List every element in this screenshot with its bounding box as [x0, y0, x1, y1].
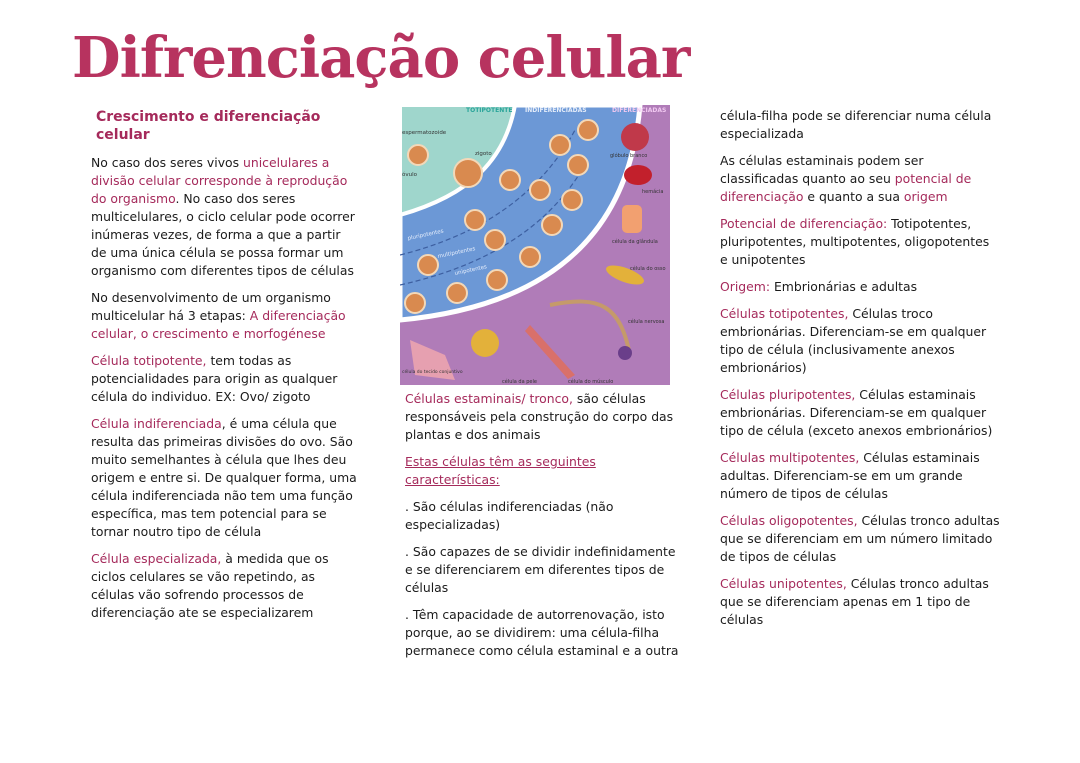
- body-text: . Têm capacidade de autorrenovação, isto porque, ao se dividirem: uma célula-filha permanece como célula estaminal e a outra: [405, 607, 679, 658]
- highlighted-text: Célula indiferenciada: [91, 416, 222, 431]
- stem-cell-differentiation-diagram: [400, 105, 670, 385]
- cell-label: célula nervosa: [628, 319, 665, 325]
- paragraph: [720, 152, 1000, 206]
- cell-label: célula do tecido conjuntivo: [402, 370, 463, 375]
- paragraph: [405, 543, 685, 597]
- paragraph-list: [405, 390, 685, 660]
- body-text: e quanto a sua: [803, 189, 904, 204]
- highlighted-text: origem: [903, 189, 948, 204]
- paragraph-list: [91, 154, 359, 622]
- paragraph: [720, 305, 1000, 377]
- band-label: unipotentes: [454, 264, 488, 277]
- band-label: multipotentes: [437, 246, 476, 260]
- body-text: são células responsáveis pela construção do corpo das plantas e dos animais: [405, 391, 674, 442]
- highlighted-text: Células pluripotentes,: [720, 387, 856, 402]
- body-text: Embrionárias e adultas: [770, 279, 918, 294]
- paragraph-list: [720, 107, 1000, 629]
- underlined-heading: Estas células têm as seguintes características:: [405, 454, 596, 487]
- body-text: tem todas as potencialidades para origin as qualquer célula do individuo. EX: Ovo/ zigoto: [91, 353, 338, 404]
- highlighted-text: Células totipotentes,: [720, 306, 849, 321]
- middle-column: [405, 390, 685, 669]
- body-text: . São células indiferenciadas (não especializadas): [405, 499, 614, 532]
- paragraph: [405, 453, 685, 489]
- region-label: INDIFERENCIADAS: [525, 107, 587, 114]
- highlighted-text: Célula totipotente,: [91, 353, 207, 368]
- paragraph: [720, 575, 1000, 629]
- highlighted-text: unicelulares a divisão celular corresponde à reprodução do organismo: [91, 155, 348, 206]
- body-text: Células troco embrionárias. Diferenciam-se em qualquer tipo de célula (inclusivamente anexos embrionários): [720, 306, 987, 375]
- highlighted-text: Célula especializada,: [91, 551, 222, 566]
- paragraph: [720, 449, 1000, 503]
- paragraph: [91, 352, 359, 406]
- paragraph: [405, 498, 685, 534]
- region-label: TOTIPOTENTE: [466, 107, 513, 114]
- cell-label: célula do músculo: [568, 379, 614, 385]
- body-text: , é uma célula que resulta das primeiras divisões do ovo. São muito semelhantes à célula que lhes deu origem e entre si. De qualquer forma, uma célula indiferenciada não tem uma função específica, mas tem potencial para se tornar noutro tipo de célula: [91, 416, 357, 539]
- paragraph: [405, 390, 685, 444]
- cell-label: glóbulo branco: [610, 153, 648, 159]
- body-text: Células tronco adultas que se diferenciam apenas em 1 tipo de células: [720, 576, 989, 627]
- paragraph: [91, 550, 359, 622]
- cell-label: zigoto: [475, 151, 492, 157]
- body-text: à medida que os ciclos celulares se vão repetindo, as células vão sofrendo processos de diferenciação ate se especializarem: [91, 551, 329, 620]
- body-text: célula-filha pode se diferenciar numa célula especializada: [720, 108, 992, 141]
- paragraph: [720, 215, 1000, 269]
- left-column: [91, 108, 359, 631]
- cell-label: hemácia: [642, 189, 664, 195]
- section-subtitle: Crescimento e diferenciação celular: [96, 109, 321, 143]
- cell-label: célula da glândula: [612, 239, 658, 245]
- highlighted-text: Células oligopotentes,: [720, 513, 858, 528]
- body-text: As células estaminais podem ser classificadas quanto ao seu: [720, 153, 924, 186]
- paragraph: [720, 278, 1000, 296]
- body-text: Células tronco adultas que se diferenciam em um número limitado de tipos de células: [720, 513, 1000, 564]
- paragraph: [91, 289, 359, 343]
- body-text: . São capazes de se dividir indefinidamente e se diferenciarem em diferentes tipos de células: [405, 544, 676, 595]
- cell-label: célula da pele: [502, 379, 537, 385]
- paragraph: [720, 512, 1000, 566]
- right-column: [720, 107, 1000, 638]
- body-text: Células estaminais adultas. Diferenciam-se em um grande número de tipos de células: [720, 450, 980, 501]
- body-text: No desenvolvimento de um organismo multicelular há 3 etapas:: [91, 290, 331, 323]
- cell-label: espermatozoide: [402, 130, 447, 136]
- highlighted-text: Células estaminais/ tronco,: [405, 391, 573, 406]
- highlighted-text: Células unipotentes,: [720, 576, 847, 591]
- body-text: No caso dos seres vivos: [91, 155, 244, 170]
- paragraph: [405, 606, 685, 660]
- body-text: Células estaminais embrionárias. Diferenciam-se em qualquer tipo de célula (exceto anexos embrionários): [720, 387, 993, 438]
- region-label: DIFERENCIADAS: [612, 107, 667, 114]
- highlighted-text: Potencial de diferenciação:: [720, 216, 888, 231]
- paragraph: [91, 415, 359, 541]
- highlighted-text: potencial de diferenciação: [720, 171, 972, 204]
- cell-label: óvulo: [402, 172, 417, 178]
- highlighted-text: A diferenciação celular, o crescimento e morfogénese: [91, 308, 346, 341]
- highlighted-text: Origem:: [720, 279, 771, 294]
- paragraph: [91, 154, 359, 280]
- band-label: pluripotentes: [407, 228, 445, 242]
- paragraph: [720, 386, 1000, 440]
- body-text: Totipotentes, pluripotentes, multipotentes, oligopotentes e unipotentes: [720, 216, 990, 267]
- paragraph: [720, 107, 1000, 143]
- highlighted-text: Células multipotentes,: [720, 450, 860, 465]
- cell-label: célula do osso: [630, 266, 666, 272]
- body-text: . No caso dos seres multicelulares, o ciclo celular pode ocorrer inúmeras vezes, de forma a que a partir de uma única célula se possa formar um organismo com diferentes tipos de células: [91, 191, 355, 278]
- page-title: Difrenciação celular: [72, 25, 690, 91]
